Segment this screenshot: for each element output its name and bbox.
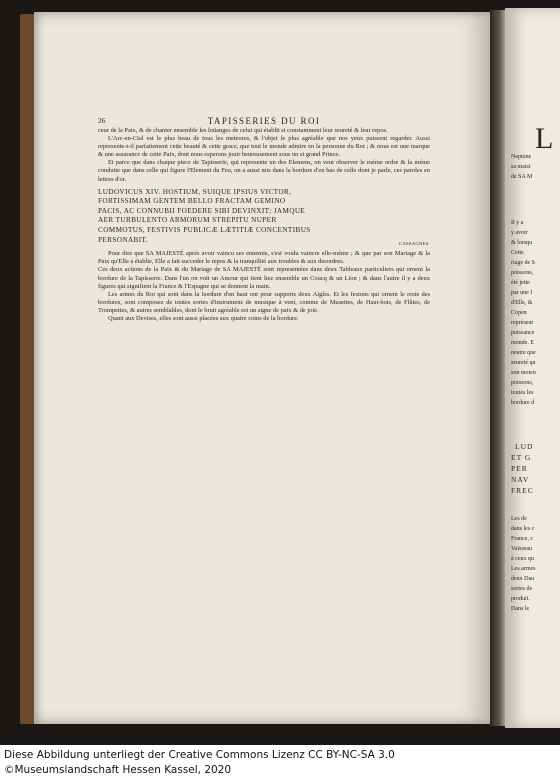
right-page-line: FREC: [511, 486, 534, 495]
right-page: [505, 8, 560, 728]
right-page-line: poissons,: [511, 380, 534, 386]
right-page-line: Dans le: [511, 606, 530, 612]
paragraph: Les armes du Roi qui sont dans la bordure d'en haut ont pour supports deux Aigles. Et les festons qui ornent le reste des bordures, sont composez de toutes sortes d'instrumens de musique à vent, comme de Musettes, de Haut-bois, de Flûtes, de Trompettes, & autres semblables, dont le bruit agréable est un signe de paix & de joie.: [98, 290, 430, 314]
motto-line: AER TURBULENTO ARMORUM STREPITU NUPER: [98, 216, 277, 225]
latin-motto: [98, 188, 430, 246]
right-page-line: par une l: [511, 290, 532, 296]
motto-line: FORTISSIMAM GENTEM BELLO FRACTAM GEMINO: [98, 197, 286, 206]
motto-line: LUDOVICUS XIV. HOSTIUM, SUIQUE IPSIUS VICTOR,: [98, 187, 292, 196]
motto-signature: CASSAGNES.: [399, 241, 430, 247]
paragraph: Pour dire que SA MAJESTÉ aprés avoir vaincu ses ennemis, s'est voulu vaincre elle-méme ; & que par son Mariage & la Paix qu'Elle a établie, Elle a fait succeder le repos & la tranquilité aux troubles & aux desordres.: [98, 250, 430, 266]
paragraph: L'Arc-en-Ciel est le plus beau de tous les meteores, & l'objet le plus agréable que nos yeux puissent regarder. Aussi represente-t-il parfaitement cette beauté & cette grace, que tout le monde admire en la personne du Roi ; & nous est une marque & une assurance de cette Paix, dont nous esperons jouir heureusement sous un si grand Prince.: [98, 135, 430, 159]
copyright-caption: ©Museumslandschaft Hessen Kassel, 2020: [4, 764, 232, 776]
right-page-line: Les de: [511, 516, 527, 522]
page-content: [98, 116, 430, 323]
right-page-line: LUD: [515, 442, 534, 451]
paragraph: Quant aux Devises, elles sont aussi placées aux quatre coins de la bordure.: [108, 314, 299, 322]
right-page-line: de SA M: [511, 174, 533, 180]
right-page-line: monde. E: [511, 340, 534, 346]
right-page-drop-letter: L: [535, 122, 554, 155]
right-page-line: dans les c: [511, 526, 535, 532]
paragraph: ceur de la Paix, & de chanter ensemble les loüanges de celui qui établit si constamment leur seureté & leur repos.: [98, 127, 388, 134]
right-page-line: été jette: [511, 280, 530, 286]
right-page-line: à ceux qu: [511, 556, 534, 562]
right-page-line: deux Dau: [511, 576, 535, 582]
right-page-line: Neptune: [511, 154, 532, 160]
right-page-line: toutes les: [511, 390, 534, 396]
page-number: 26: [98, 116, 106, 125]
license-caption: Diese Abbildung unterliegt der Creative Commons Lizenz CC BY-NC-SA 3.0: [4, 749, 395, 761]
right-page-line: Il y a: [511, 220, 524, 226]
right-page-line: ET G: [511, 453, 532, 462]
motto-line: PACIS, AC CONNUBII FOEDERE SIBI DEVINXIT; JAMQUE: [98, 206, 306, 215]
paragraph: Ces deux actions de la Paix & du Mariage de SA MAJESTÉ sont representées dans deux Tableaux particuliers qui ornent la bordure de la Tapisserie. Dans l'un on voit un Amour qui tient liez ensemble un Coucq & un Lion ; & dans l'autre il y a deux figures qui signifient la France & l'Espagne qui se donnent la main.: [98, 266, 430, 290]
paragraph: Et parce que dans chaque piece de Tapisserie, qui represente un des Elemens, on veut observer le méme ordre & la méme conduite que dans celle qui figure l'Element du Feu, on a aussi mis dans la bordure d'en bas de celle dont je parle, ces paroles en lettres d'or.: [98, 159, 430, 183]
running-head: TAPISSERIES DU ROI: [207, 116, 321, 126]
right-page-line: NAV: [511, 475, 530, 484]
right-page-line: PER: [511, 464, 528, 473]
right-page-line: France, c: [511, 536, 533, 542]
right-page-line: riage de S: [511, 260, 535, 266]
right-page-line: puissance: [511, 330, 535, 336]
motto-line: PERSONABIT.: [98, 235, 148, 244]
right-page-line: & lorsqu: [511, 240, 533, 246]
right-page-line: sortes de: [511, 586, 533, 592]
right-page-line: poissons,: [511, 270, 534, 276]
right-page-line: Cette: [511, 250, 524, 256]
right-page-line: bordure d: [511, 400, 535, 406]
right-page-line: Les armes: [511, 566, 536, 572]
right-page-line: d'Elle, &: [511, 300, 533, 306]
right-page-line: son moien: [511, 370, 536, 376]
right-page-line: sa maist: [511, 164, 531, 170]
right-page-line: produit.: [511, 596, 530, 602]
right-page-line: Vaisseau: [511, 546, 532, 552]
right-page-line: y avoir: [511, 230, 528, 236]
right-page-line: représent: [511, 320, 533, 326]
right-page-line: Copen: [511, 310, 527, 316]
motto-line: COMMOTUS, FESTIVIS PUBLICÆ LÆTITIÆ CONCENTIBUS: [98, 226, 311, 235]
right-page-line: seureté qu: [511, 360, 536, 366]
right-page-line: nostre que: [511, 350, 536, 356]
